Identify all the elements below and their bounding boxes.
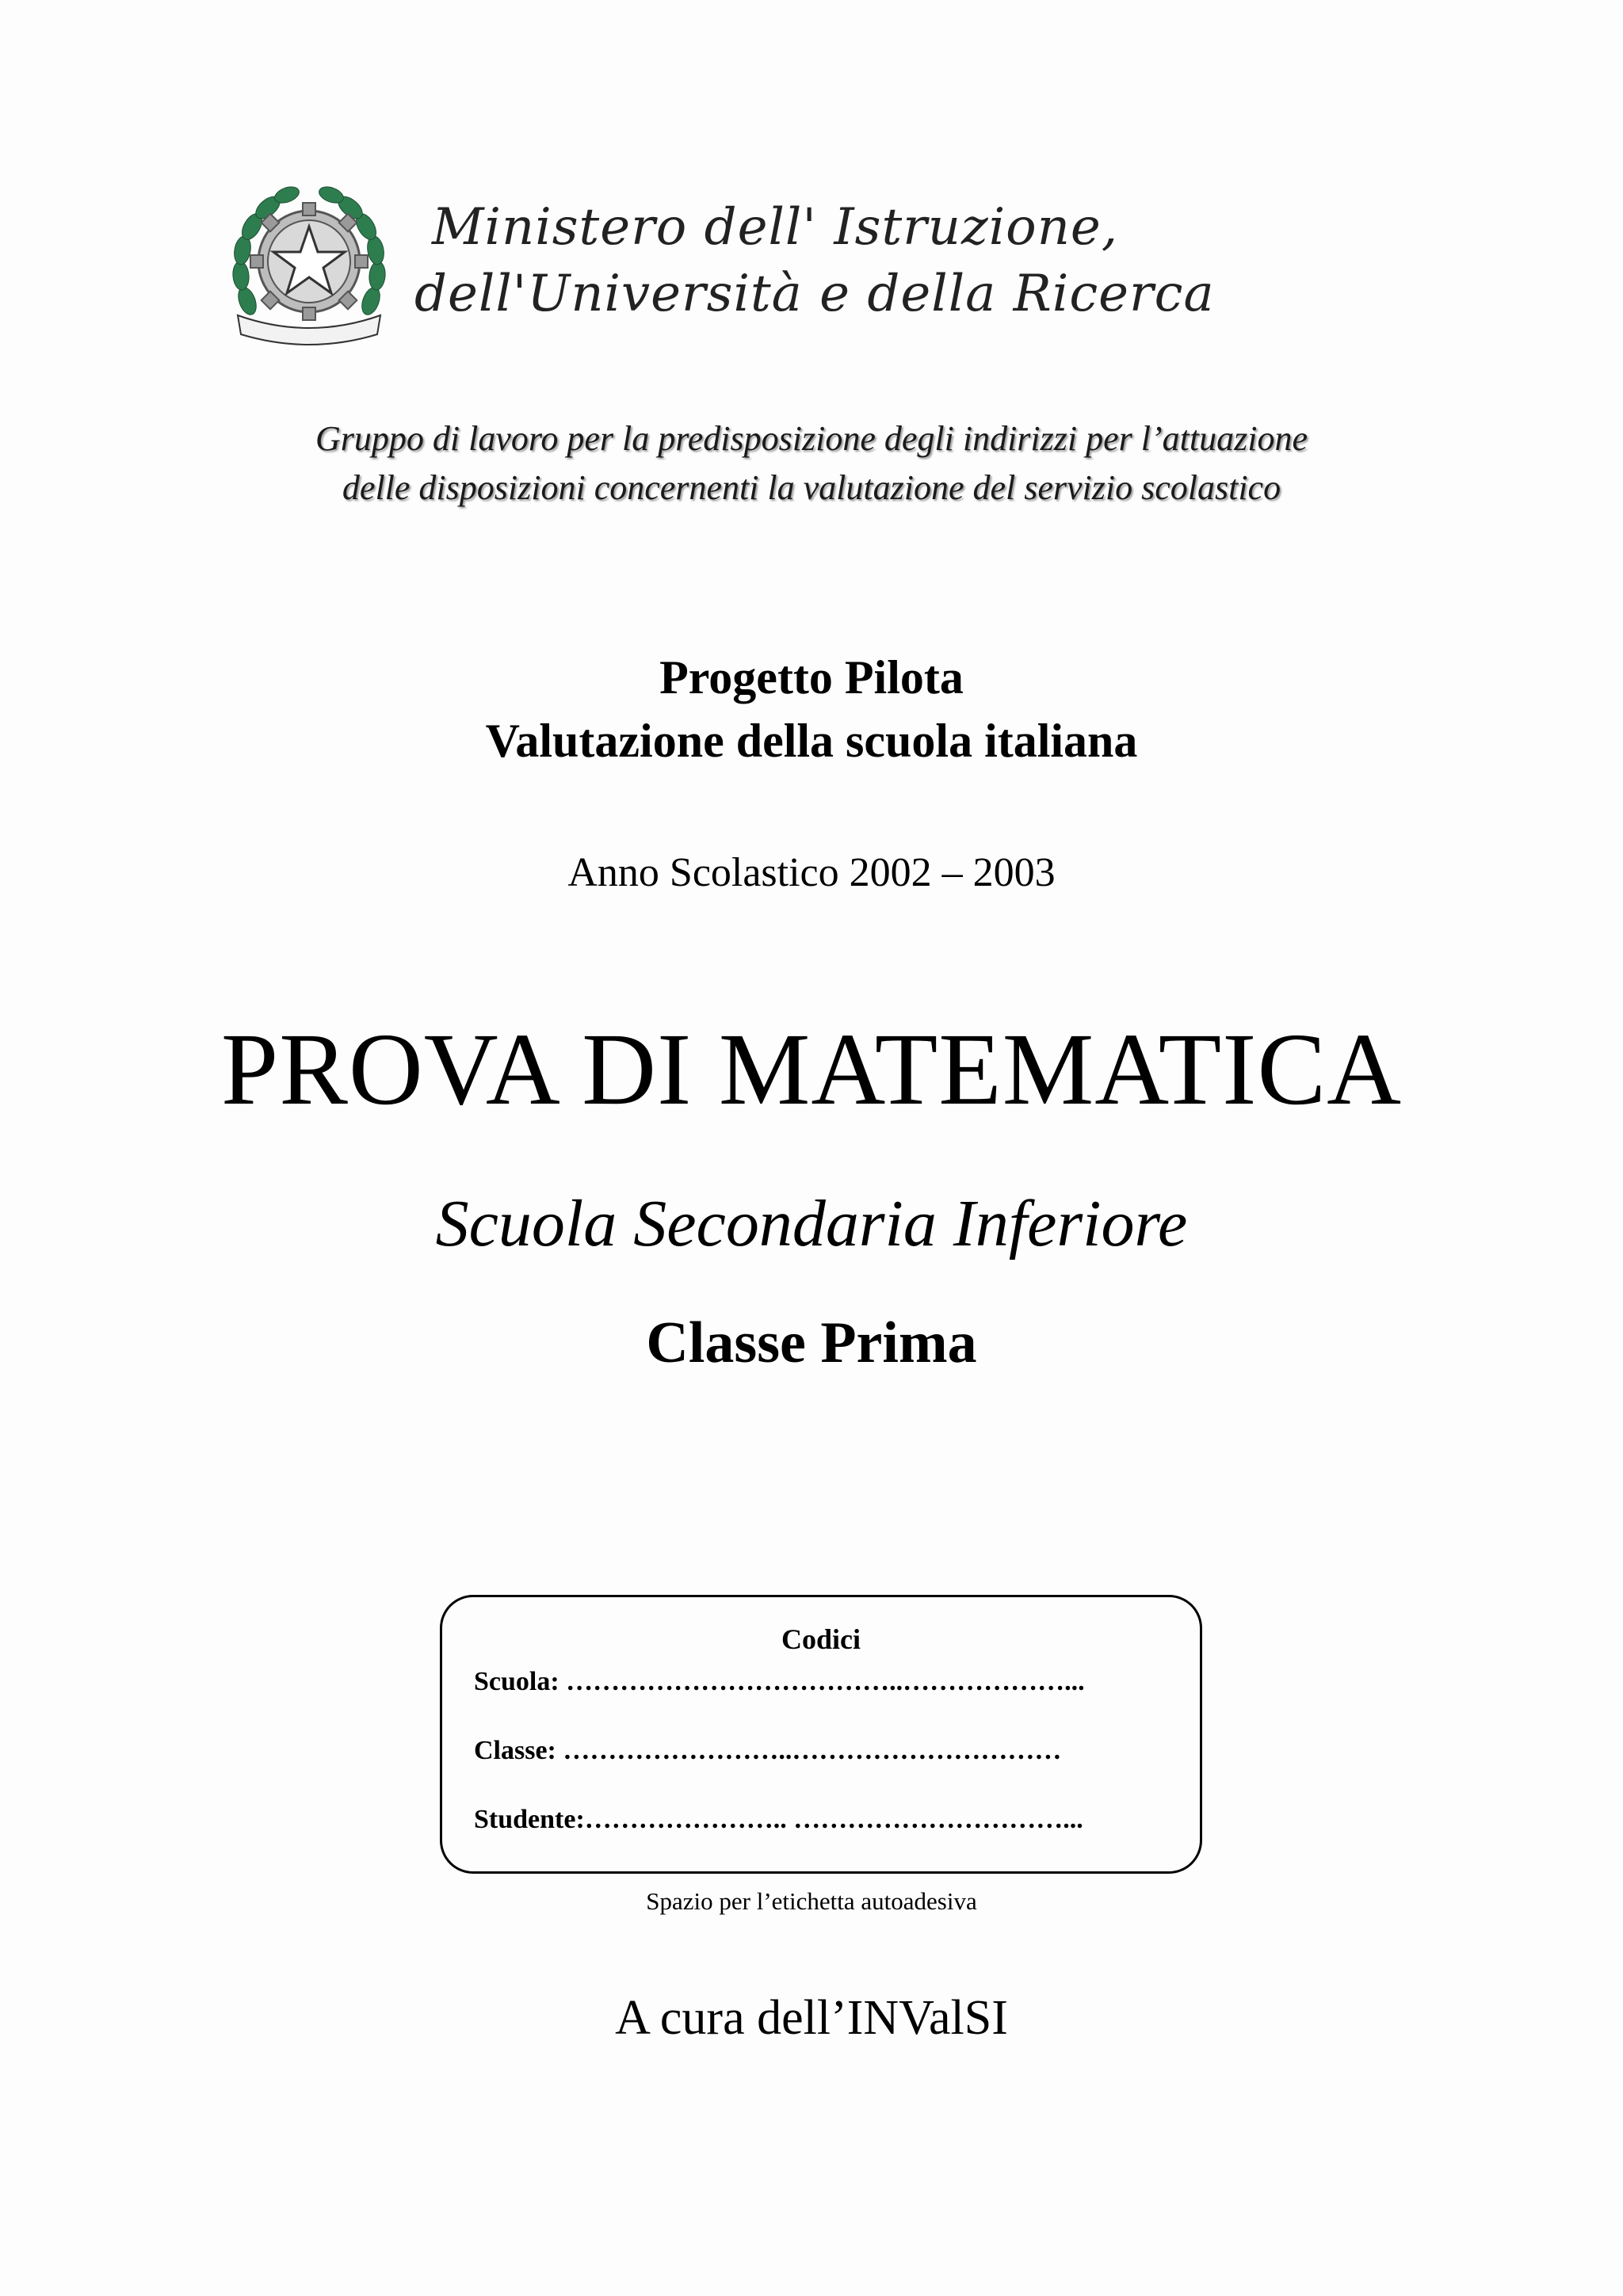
working-group-line-1: Gruppo di lavoro per la predisposizione degli indirizzi per l’attuazione [315, 419, 1308, 458]
ministry-line-1: Ministero dell' Istruzione, [432, 198, 1119, 257]
ministry-name [414, 194, 1215, 327]
main-title: PROVA DI MATEMATICA [220, 1013, 1403, 1127]
code-field-scuola: Scuola: ………………………………..………………... [474, 1667, 1085, 1696]
ministry-header [230, 178, 1260, 353]
working-group-text [0, 414, 1623, 513]
class-level: Classe Prima [646, 1310, 977, 1375]
italian-republic-emblem-icon [230, 182, 388, 349]
project-line-2: Valutazione della scuola italiana [485, 715, 1138, 767]
project-line-1: Progetto Pilota [659, 651, 964, 704]
school-year: Anno Scolastico 2002 – 2003 [567, 850, 1056, 895]
codes-title: Codici [781, 1623, 861, 1655]
code-field-classe: Classe: ……………………..………………………… [474, 1736, 1062, 1765]
codes-box [440, 1595, 1202, 1874]
sticker-label-note: Spazio per l’etichetta autoadesiva [646, 1887, 977, 1915]
code-field-studente: Studente:………………….. …………………………... [474, 1805, 1083, 1834]
working-group-line-2: delle disposizioni concernenti la valutazione del servizio scolastico [342, 468, 1281, 507]
project-title [0, 646, 1623, 772]
ministry-line-2: dell'Università e della Ricerca [414, 265, 1215, 323]
curated-by: A cura dell’INValSI [615, 1991, 1008, 2045]
school-level: Scuola Secondaria Inferiore [435, 1187, 1188, 1261]
